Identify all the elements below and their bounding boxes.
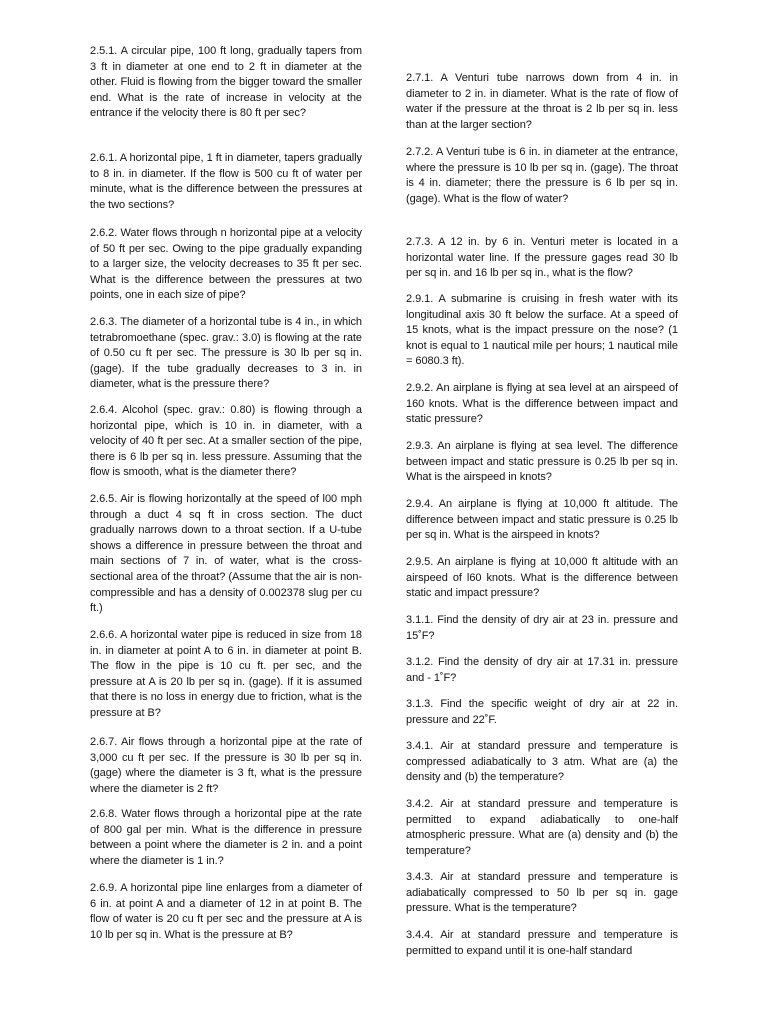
problem-3-4-2: 3.4.2. Air at standard pressure and temperature is permitted to expand adiabatically to one-half atmospheric pressure. What are (a) density and (b) the temperature?: [406, 798, 678, 857]
problem-2-6-2: 2.6.2. Water flows through n horizontal pipe at a velocity of 50 ft per sec. Owing to the pipe gradually expanding to a larger size, the velocity decreases to 35 ft per sec. What is the difference between the pressures at two points, one in each size of pipe?: [90, 227, 362, 302]
problem-2-6-9: 2.6.9. A horizontal pipe line enlarges from a diameter of 6 in. at point A and a diameter of 12 in at point B. The flow of water is 20 cu ft per sec and the pressure at A is 10 lb per sq in. What is the pressure at B?: [90, 882, 362, 941]
problem-3-1-2: 3.1.2. Find the density of dry air at 17.31 in. pressure and - 1˚F?: [406, 656, 678, 684]
problem-2-7-2: 2.7.2. A Venturi tube is 6 in. in diameter at the entrance, where the pressure is 10 lb per sq in. (gage). The throat is 4 in. diameter; there the pressure is 6 lb per sq in. (gage). What is the flow of water?: [406, 146, 678, 205]
problem-2-9-3: 2.9.3. An airplane is flying at sea level. The difference between impact and static pressure is 0.25 lb per sq in. What is the airspeed in knots?: [406, 440, 678, 484]
problem-2-6-8: 2.6.8. Water flows through a horizontal pipe at the rate of 800 gal per min. What is the difference in pressure between a point where the diameter is 2 in. and a point where the diameter is 1 in.?: [90, 808, 362, 867]
problem-2-6-6: 2.6.6. A horizontal water pipe is reduced in size from 18 in. in diameter at point A to 6 in. in diameter at point B. The flow in the pipe is 10 cu ft. per sec, and the pressure at A is 20 lb per sq in. (gage). If it is assumed that there is no loss in energy due to friction, what is the pressure at B?: [90, 629, 362, 719]
problem-2-6-5: 2.6.5. Air is flowing horizontally at the speed of l00 mph through a duct 4 sq ft in cross section. The duct gradually narrows down to a throat section. If a U-tube shows a difference in pressure between the throat and main sections of 7 in. of water, what is the cross-sectional area of the throat? (Assume that the air is non-compressible and has a density of 0.002378 slug per cu ft.): [90, 493, 362, 615]
problem-3-4-1: 3.4.1. Air at standard pressure and temperature is compressed adiabatically to 3 atm. What are (a) the density and (b) the temperature?: [406, 740, 678, 784]
problem-2-6-4: 2.6.4. Alcohol (spec. grav.: 0.80) is flowing through a horizontal pipe, which is 10 in. in diameter, with a velocity of 40 ft per sec. At a smaller section of the pipe, there is 6 lb per sq in. less pressure. Assuming that the flow is smooth, what is the diameter there?: [90, 404, 362, 479]
problem-2-9-2: 2.9.2. An airplane is flying at sea level at an airspeed of 160 knots. What is the difference between impact and static pressure?: [406, 382, 678, 426]
problem-2-6-7: 2.6.7. Air flows through a horizontal pipe at the rate of 3,000 cu ft per sec. If the pressure is 30 lb per sq in. (gage) where the diameter is 3 ft, what is the pressure where the diameter is 2 ft?: [90, 736, 362, 795]
problem-3-4-3: 3.4.3. Air at standard pressure and temperature is adiabatically compressed to 50 lb per sq in. gage pressure. What is the temperature?: [406, 871, 678, 915]
problem-3-4-4: 3.4.4. Air at standard pressure and temperature is permitted to expand until it is one-half standard: [406, 929, 678, 957]
problem-2-5-1: 2.5.1. A circular pipe, 100 ft long, gradually tapers from 3 ft in diameter at one end to 2 ft in diameter at the other. Fluid is flowing from the bigger toward the smaller end. What is the rate of increase in velocity at the entrance if the velocity there is 80 ft per sec?: [90, 45, 362, 120]
problem-2-7-1: 2.7.1. A Venturi tube narrows down from 4 in. in diameter to 2 in. in diameter. What is the rate of flow of water if the pressure at the throat is 2 lb per sq in. less than at the larger section?: [406, 72, 678, 131]
problem-2-9-4: 2.9.4. An airplane is flying at 10,000 ft altitude. The difference between impact and static pressure is 0.25 lb per sq in. What is the airspeed in knots?: [406, 498, 678, 542]
problem-3-1-1: 3.1.1. Find the density of dry air at 23 in. pressure and 15˚F?: [406, 614, 678, 642]
problem-2-9-5: 2.9.5. An airplane is flying at 10,000 ft altitude with an airspeed of l60 knots. What is the difference between static and impact pressure?: [406, 556, 678, 600]
problem-2-6-1: 2.6.1. A horizontal pipe, 1 ft in diameter, tapers gradually to 8 in. in diameter. If the flow is 500 cu ft of water per minute, what is the difference between the pressures at the two sections?: [90, 152, 362, 211]
problem-2-9-1: 2.9.1. A submarine is cruising in fresh water with its longitudinal axis 30 ft below the surface. At a speed of 15 knots, what is the impact pressure on the nose? (1 knot is equal to 1 nautical mile per hours; 1 nautical mile = 6080.3 ft).: [406, 293, 678, 368]
problem-2-6-3: 2.6.3. The diameter of a horizontal tube is 4 in., in which tetrabromoethane (spec. grav.: 3.0) is flowing at the rate of 0.50 cu ft per sec. The pressure is 30 lb per sq in. (gage). If the tube gradually decreases to 3 in. in diameter, what is the pressure there?: [90, 316, 362, 391]
problem-2-7-3: 2.7.3. A 12 in. by 6 in. Venturi meter is located in a horizontal water line. If the pressure gages read 30 lb per sq in. and 16 lb per sq in., what is the flow?: [406, 236, 678, 280]
problem-3-1-3: 3.1.3. Find the specific weight of dry air at 22 in. pressure and 22˚F.: [406, 698, 678, 726]
